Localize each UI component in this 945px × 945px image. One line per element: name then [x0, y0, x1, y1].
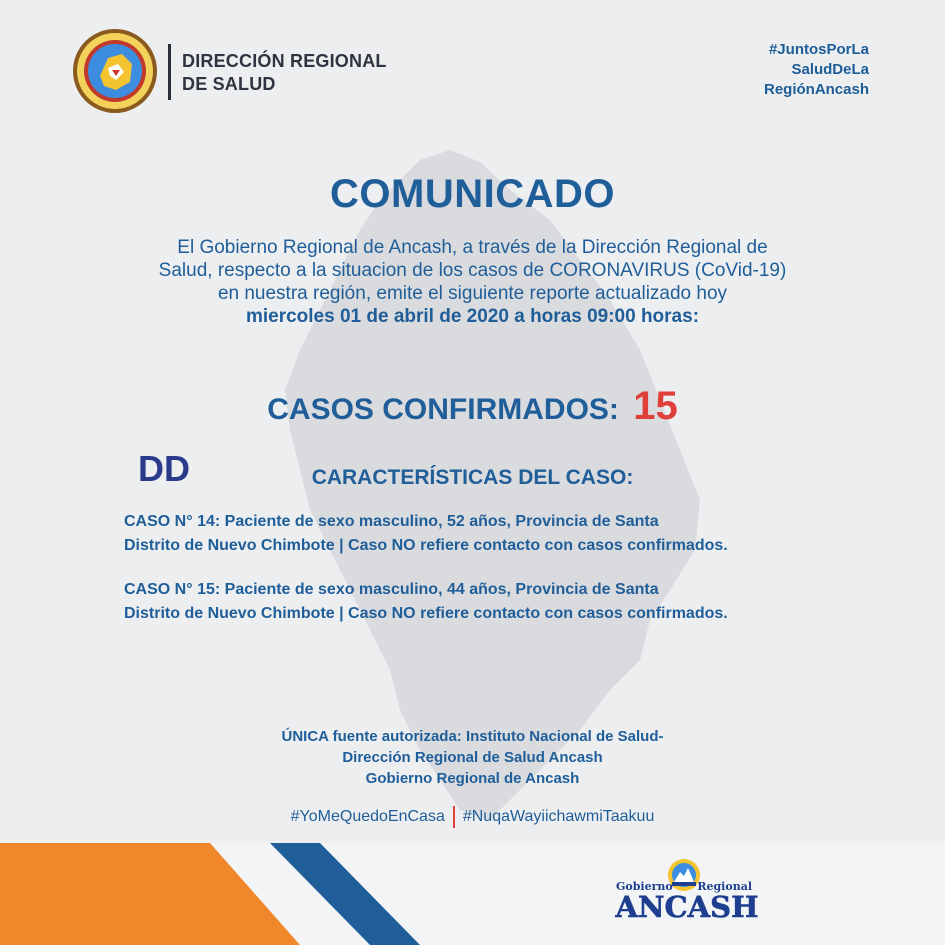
- brand-word-regional: Regional: [697, 880, 752, 893]
- intro-line-2: Salud, respecto a la situacion de los casos de CORONAVIRUS (CoVid-19): [158, 260, 787, 281]
- header-divider: [168, 44, 171, 100]
- bottom-hashtags: [0, 806, 945, 828]
- source-note: [0, 726, 945, 789]
- communique-title: COMUNICADO: [330, 172, 615, 216]
- top-hashtag-line-3: RegiónAncash: [763, 81, 869, 98]
- communique-intro: [100, 236, 845, 328]
- intro-line-3: en nuestra región, emite el siguiente reporte actualizado hoy: [217, 283, 728, 304]
- case-line-2: Distrito de Nuevo Chimbote | Caso NO refiere contacto con casos confirmados.: [124, 537, 728, 554]
- case-line-2: Distrito de Nuevo Chimbote | Caso NO refiere contacto con casos confirmados.: [124, 605, 728, 622]
- confirmed-cases: [0, 384, 945, 429]
- case-line-1: CASO N° 15: Paciente de sexo masculino, 44 años, Provincia de Santa: [124, 581, 659, 598]
- confirmed-cases-label: CASOS CONFIRMADOS:: [267, 393, 619, 426]
- source-line-3: Gobierno Regional de Ancash: [365, 770, 580, 787]
- hashtag-left: #YoMeQuedoEnCasa: [290, 808, 445, 826]
- brand-word-gobierno: Gobierno: [616, 880, 673, 893]
- org-line-2: DE SALUD: [182, 74, 276, 94]
- top-hashtag-line-1: #JuntosPorLa: [768, 41, 869, 58]
- intro-date-line: miercoles 01 de abril de 2020 a horas 09:00 horas:: [245, 306, 700, 327]
- org-line-1: DIRECCIÓN REGIONAL: [182, 51, 387, 71]
- direccion-regional-salud-logo: [72, 28, 158, 114]
- top-hashtag-line-2: SaludDeLa: [791, 61, 869, 78]
- hashtag-separator: [453, 806, 455, 828]
- brand-name: ANCASH: [615, 890, 759, 924]
- footer-stripes: [0, 843, 945, 945]
- intro-line-1: El Gobierno Regional de Ancash, a través de la Dirección Regional de: [177, 237, 768, 258]
- case-item: [124, 578, 728, 626]
- organization-name: [182, 50, 387, 96]
- confirmed-cases-count: 15: [633, 384, 678, 428]
- source-line-2: Dirección Regional de Salud Ancash: [342, 749, 603, 766]
- case-line-1: CASO N° 14: Paciente de sexo masculino, 52 años, Provincia de Santa: [124, 513, 659, 530]
- top-hashtag: [764, 40, 869, 100]
- hashtag-right: #NuqaWayiichawmiTaakuu: [462, 808, 655, 826]
- gobierno-regional-ancash-brand: [612, 858, 762, 938]
- dd-mark: DD: [138, 448, 190, 489]
- source-line-1: ÚNICA fuente autorizada: Instituto Nacional de Salud-: [281, 728, 664, 745]
- characteristics-heading: CARACTERÍSTICAS DEL CASO:: [311, 466, 634, 489]
- case-item: [124, 510, 728, 558]
